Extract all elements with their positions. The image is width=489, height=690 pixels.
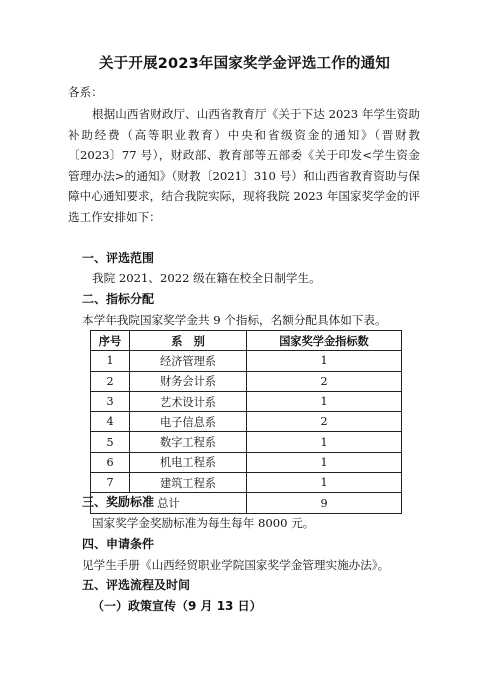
section-text-reward: 国家奖学金奖励标准为每生每年 8000 元。 — [92, 516, 315, 530]
row-index: 7 — [91, 473, 130, 493]
row-index: 4 — [91, 412, 130, 432]
header-index: 序号 — [91, 331, 130, 351]
section-heading-process: 五、评选流程及时间 — [82, 578, 191, 592]
row-index: 6 — [91, 452, 130, 472]
salutation: 各系： — [68, 85, 103, 99]
section-text-quota: 本学年我院国家奖学金共 9 个指标，名额分配具体如下表。 — [82, 313, 387, 327]
row-index: 3 — [91, 391, 130, 411]
row-department: 财务会计系 — [130, 371, 247, 391]
row-quota: 1 — [247, 473, 402, 493]
row-department: 机电工程系 — [130, 452, 247, 472]
table-header-row — [91, 331, 402, 351]
section-text-conditions: 见学生手册《山西经贸职业学院国家奖学金管理实施办法》。 — [82, 558, 390, 572]
row-department: 建筑工程系 — [130, 473, 247, 493]
section-heading-conditions: 四、申请条件 — [82, 537, 155, 551]
header-quota: 国家奖学金指标数 — [247, 331, 402, 351]
section-heading-scope: 一、评选范围 — [82, 251, 155, 265]
section-heading-quota: 二、指标分配 — [82, 292, 155, 306]
section-heading-reward: 三、奖励标准 — [82, 495, 155, 509]
row-quota: 1 — [247, 452, 402, 472]
total-label: 总计 — [91, 493, 247, 513]
table-row — [91, 452, 402, 472]
table-row — [91, 473, 402, 493]
row-index: 1 — [91, 351, 130, 371]
quota-table — [90, 330, 402, 514]
sub-heading-publicity: （一）政策宣传（9 月 13 日） — [92, 599, 262, 613]
row-index: 2 — [91, 371, 130, 391]
intro-paragraph: 根据山西省财政厅、山西省教育厅《关于下达 2023 年学生资助补助经费（高等职业教育）中央和省级资金的通知》（晋财教〔2023〕77 号），财政部、教育部等五部委《关于印发<学生资金管理办法>的通知》（财教〔2021〕310 号）和山西省教育资助与保障中心通知要求，结合我院实际，现将我院 2023 年国家奖学金的评选工作安排如下： — [68, 107, 420, 224]
row-quota: 1 — [247, 432, 402, 452]
row-department: 经济管理系 — [130, 351, 247, 371]
row-index: 5 — [91, 432, 130, 452]
row-quota: 1 — [247, 391, 402, 411]
table-row — [91, 432, 402, 452]
table-row — [91, 412, 402, 432]
table-row — [91, 371, 402, 391]
document-title: 关于开展2023年国家奖学金评选工作的通知 — [98, 56, 391, 72]
section-text-scope: 我院 2021、2022 级在籍在校全日制学生。 — [92, 271, 321, 285]
header-department: 系 别 — [130, 331, 247, 351]
row-quota: 2 — [247, 371, 402, 391]
row-department: 数字工程系 — [130, 432, 247, 452]
row-department: 艺术设计系 — [130, 391, 247, 411]
row-quota: 2 — [247, 412, 402, 432]
total-value: 9 — [247, 493, 402, 513]
table-row — [91, 351, 402, 371]
row-quota: 1 — [247, 351, 402, 371]
row-department: 电子信息系 — [130, 412, 247, 432]
table-row — [91, 391, 402, 411]
